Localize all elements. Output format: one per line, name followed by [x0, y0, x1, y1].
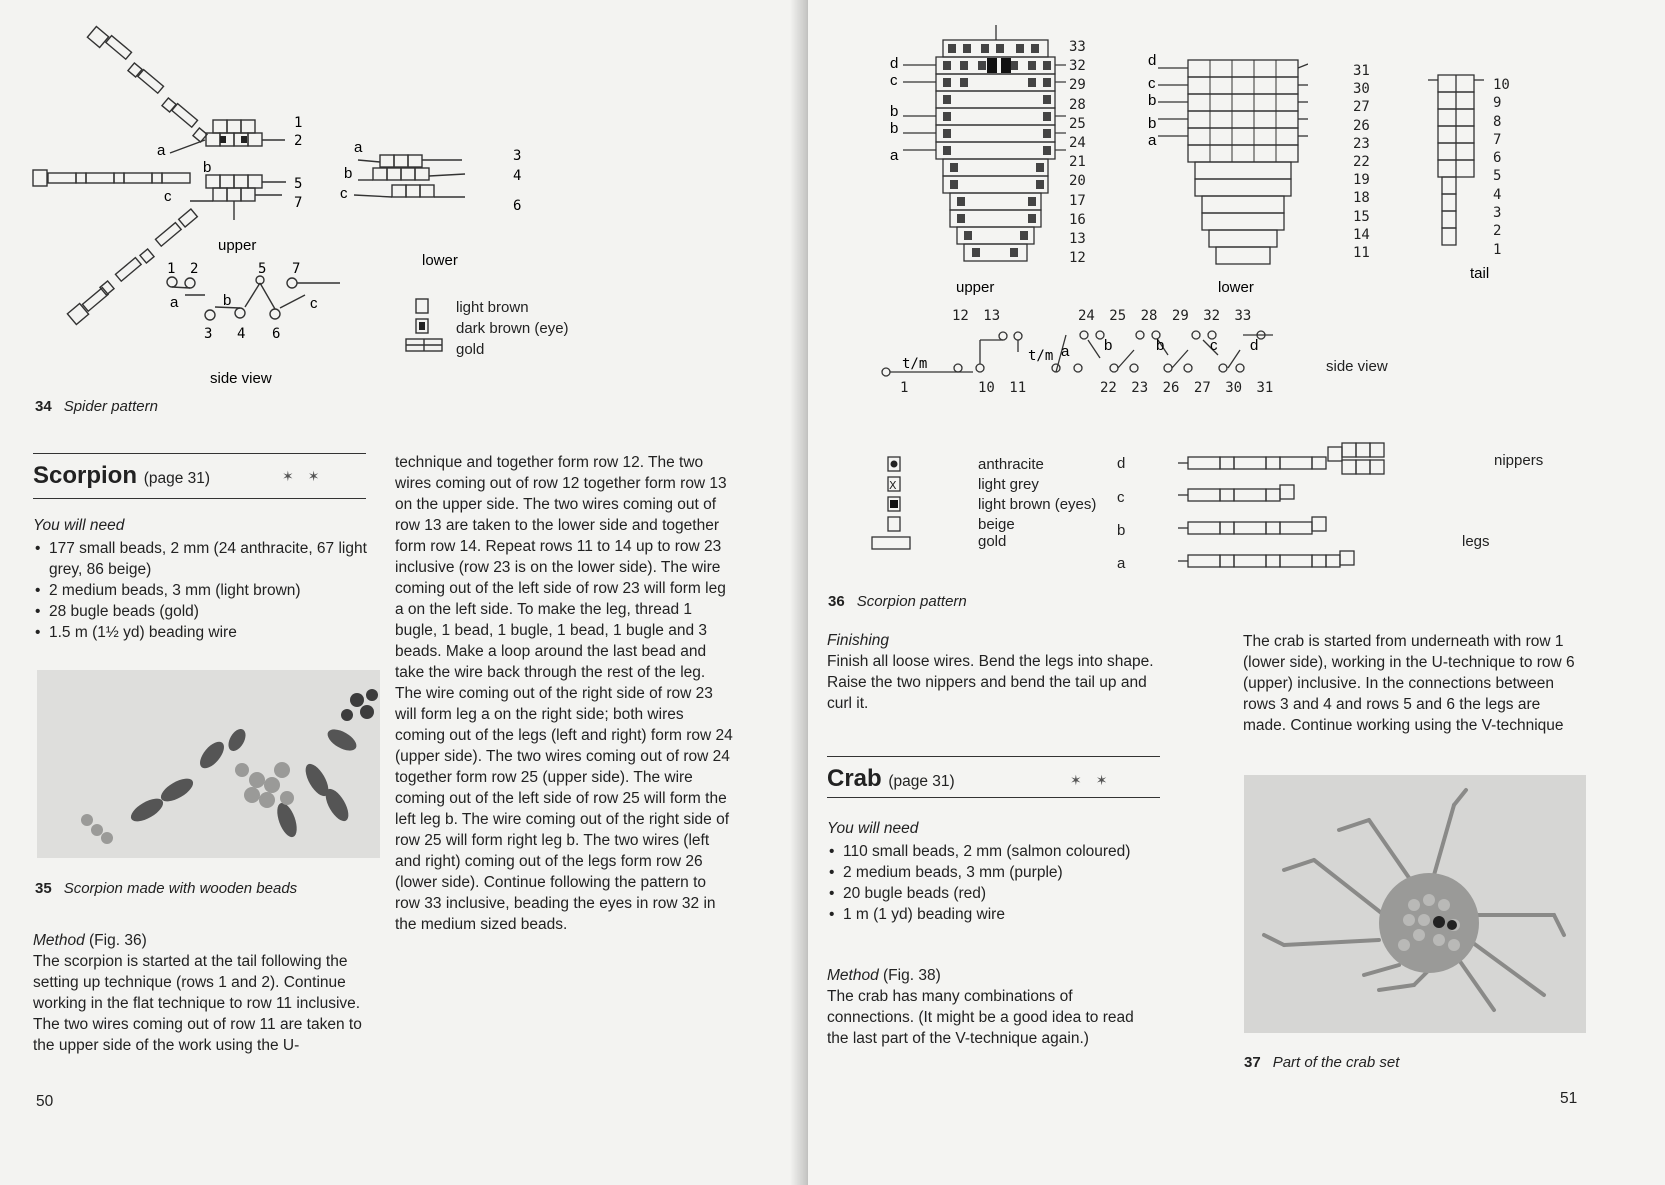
upper-row: 25 — [1069, 115, 1086, 132]
side-view-top-numbers — [952, 308, 1000, 324]
list-item: • 20 bugle beads (red) — [827, 883, 1147, 904]
spider-sv-2: 2 — [190, 261, 199, 277]
legend-beige: beige — [978, 516, 1015, 533]
crab-materials-list — [827, 841, 1147, 925]
side-view-d: d — [1250, 337, 1259, 354]
lower-row: 23 — [1353, 135, 1370, 152]
lower-letter-b1: b — [1148, 92, 1157, 109]
legend-dark-brown: dark brown (eye) — [456, 320, 569, 337]
spider-sv-5: 5 — [258, 261, 267, 277]
sv-top-13: 13 — [983, 308, 1001, 324]
lower-label-b: b — [344, 165, 353, 182]
spider-lower-diagram — [340, 140, 560, 270]
tail-row: 10 — [1493, 77, 1510, 93]
lower-letter-b2: b — [1148, 115, 1157, 132]
spider-row-5: 5 — [294, 176, 303, 192]
spider-sv-4: 4 — [237, 326, 246, 342]
lower-row: 31 — [1353, 63, 1370, 79]
scorpion-method — [33, 930, 378, 1056]
difficulty-icons: ✶✶ — [282, 468, 334, 484]
figure-36-text: Scorpion pattern — [856, 593, 967, 610]
lower-row: 30 — [1353, 81, 1370, 98]
lower-label: lower — [422, 252, 458, 269]
list-item: • 2 medium beads, 3 mm (light brown) — [33, 580, 373, 601]
crab-method — [827, 965, 1157, 1049]
legs-d: d — [1117, 455, 1126, 472]
legs-b: b — [1117, 522, 1126, 539]
scorpion-title — [33, 462, 210, 490]
finishing-section — [827, 630, 1157, 714]
side-view-top-numbers-2 — [1078, 308, 1251, 324]
tail-row: 5 — [1493, 168, 1502, 185]
crab-page-ref: (page 31) — [888, 773, 955, 790]
legend-light-grey: light grey — [978, 476, 1039, 493]
spider-pattern-diagram — [30, 25, 380, 395]
spider-sv-c: c — [310, 295, 318, 312]
spider-row-2: 2 — [294, 133, 303, 149]
list-item: • 1.5 m (1½ yd) beading wire — [33, 622, 373, 643]
legs-a: a — [1117, 555, 1126, 572]
lower-row: 22 — [1353, 154, 1370, 171]
sv-top-12: 12 — [952, 308, 969, 324]
scorpion-legend-swatches — [868, 455, 918, 555]
scorpion-upper-diagram — [888, 20, 1088, 300]
tail-label: tail — [1470, 265, 1490, 282]
sv-top-29: 29 — [1171, 308, 1189, 324]
scorpion-legs-nippers-diagram — [1178, 435, 1508, 575]
list-item: • 28 bugle beads (gold) — [33, 601, 373, 622]
tail-row-numbers — [1493, 76, 1510, 259]
side-view-tm-2: t/m — [1028, 348, 1054, 364]
figure-36-number: 36 — [828, 593, 845, 610]
side-view-b1: b — [1104, 337, 1113, 354]
spider-row-1: 1 — [294, 115, 303, 131]
side-view-bottom-numbers — [978, 380, 1026, 396]
crab-title — [827, 765, 955, 793]
left-page — [0, 0, 808, 1185]
crab-method-ref: (Fig. 38) — [883, 967, 941, 984]
lower-row: 26 — [1353, 117, 1370, 134]
legs-c: c — [1117, 489, 1125, 506]
side-view-bottom-numbers-2 — [1100, 380, 1273, 396]
spider-sv-7: 7 — [292, 261, 301, 277]
side-view-a: a — [1061, 343, 1070, 360]
scorpion-materials-list — [33, 538, 373, 643]
right-page — [808, 0, 1665, 1185]
upper-row: 21 — [1069, 154, 1086, 171]
legs-label: legs — [1462, 533, 1490, 550]
crab-method-heading: Method — [827, 967, 879, 984]
tail-row: 7 — [1493, 131, 1502, 148]
legend-gold-2: gold — [978, 533, 1007, 550]
figure-35-text: Scorpion made with wooden beads — [63, 880, 298, 897]
sv-bottom-31: 31 — [1256, 380, 1274, 396]
legend-light-brown-eyes: light brown (eyes) — [978, 496, 1097, 513]
sv-bottom-1: 1 — [900, 380, 909, 396]
list-item: • 177 small beads, 2 mm (24 anthracite, 67 light grey, 86 beige) — [33, 538, 373, 580]
spider-label-c: c — [164, 188, 172, 205]
figure-37-number: 37 — [1244, 1054, 1261, 1071]
sv-top-25: 25 — [1109, 308, 1127, 324]
upper-row: 13 — [1069, 231, 1086, 248]
spider-sv-1: 1 — [167, 261, 176, 277]
tail-row: 8 — [1493, 113, 1502, 130]
upper-row: 16 — [1069, 211, 1086, 228]
sv-top-33: 33 — [1234, 308, 1252, 324]
spider-legend-swatches — [404, 297, 444, 362]
lower-letter-d: d — [1148, 52, 1157, 69]
spider-sv-b: b — [223, 292, 232, 309]
tail-row: 3 — [1493, 205, 1502, 222]
spider-label-a: a — [157, 142, 166, 159]
scorpion-column-2: technique and together form row 12. The two wires coming out of row 12 together form row 13 on the upper side. The two wires coming out of row 13 are taken to the lower side and together form row 14. Repeat rows 11 to 14 up to row 23 inclusive (row 23 is on the lower side). The wire coming out of the left side of row 23 will form leg a on the left side. To make the leg, thread 1 bugle, 1 bead, 1 bugle, 1 bead, 1 bugle and 3 beads. Make a loop around the last bead and take the wire back through the rest of the leg. The wire coming out of the right side of row 23 will form leg a on the right side; both wires coming out of the legs (left and right) form row 24 (upper side). The two wires coming out of row 24 together form row 25 (upper side). The wire coming out of the left side of row 25 will form the left leg b. The wire coming out of the right side of row 25 will form right leg b. The two wires (left and right) coming out of the legs form row 26 (lower side). Continue following the pattern to row 33 inclusive, beading the eyes in row 32 in the medium sized beads. — [395, 454, 733, 933]
upper-label: upper — [956, 279, 995, 296]
spider-label-b: b — [203, 159, 212, 176]
upper-row-numbers — [1069, 38, 1086, 268]
lower-letter-a: a — [1148, 132, 1157, 149]
sv-top-32: 32 — [1203, 308, 1221, 324]
lower-row: 27 — [1353, 99, 1370, 116]
tail-row: 4 — [1493, 186, 1502, 203]
sv-bottom-22: 22 — [1100, 380, 1117, 396]
legend-anthracite: anthracite — [978, 456, 1044, 473]
upper-row: 33 — [1069, 39, 1086, 55]
upper-letter-d: d — [890, 55, 899, 72]
finishing-text: Finish all loose wires. Bend the legs into shape. Raise the two nippers and bend the tail up and curl it. — [827, 653, 1154, 712]
tail-row: 6 — [1493, 150, 1502, 167]
side-view-tm-1: t/m — [902, 356, 928, 372]
scorpion-you-will-need: You will need — [33, 517, 125, 534]
lower-row: 19 — [1353, 172, 1370, 189]
side-view-b2: b — [1156, 337, 1165, 354]
upper-row: 32 — [1069, 58, 1086, 75]
upper-letter-a: a — [890, 147, 899, 164]
scorpion-title-text: Scorpion — [33, 462, 138, 489]
crab-difficulty-icons: ✶✶ — [1070, 772, 1122, 788]
upper-letter-b2: b — [890, 120, 899, 137]
lower-row-3: 3 — [513, 148, 522, 164]
scorpion-lower-diagram — [1148, 50, 1308, 300]
sv-bottom-26: 26 — [1162, 380, 1180, 396]
lower-row-6: 6 — [513, 198, 522, 214]
lower-row: 11 — [1353, 245, 1370, 262]
page-number-right: 51 — [1560, 1090, 1578, 1107]
spider-upper-label: upper — [218, 237, 257, 254]
nippers-label: nippers — [1494, 452, 1544, 469]
sv-bottom-30: 30 — [1225, 380, 1243, 396]
scorpion-photo — [37, 670, 380, 858]
legend-gold: gold — [456, 341, 485, 358]
scorpion-method-text: The scorpion is started at the tail following the setting up technique (rows 1 and 2). Continue working in the flat technique to row 11 inclusive. The two wires coming out of row 11 are taken to the upper side of the work using the U- — [33, 953, 362, 1054]
scorpion-side-view-label: side view — [1326, 358, 1388, 375]
upper-row: 20 — [1069, 173, 1086, 190]
upper-row: 17 — [1069, 192, 1086, 209]
sv-bottom-27: 27 — [1193, 380, 1211, 396]
legend-light-brown: light brown — [456, 299, 529, 316]
figure-36-caption — [828, 593, 967, 610]
lower-row: 15 — [1353, 208, 1370, 225]
lower-label-a: a — [354, 140, 363, 156]
sv-top-24: 24 — [1078, 308, 1095, 324]
sv-bottom-23: 23 — [1131, 380, 1149, 396]
upper-row: 29 — [1069, 77, 1086, 94]
figure-34-caption — [35, 398, 158, 415]
spider-side-view-label: side view — [210, 370, 272, 387]
list-item: • 110 small beads, 2 mm (salmon coloured) — [827, 841, 1147, 862]
sv-bottom-11: 11 — [1009, 380, 1027, 396]
crab-rule-top — [827, 756, 1160, 757]
crab-column-2: The crab is started from underneath with row 1 (lower side), working in the U-technique to row 6 (upper) inclusive. In the connections between rows 3 and 4 and rows 5 and 6 the legs are made. Continue working using the V-technique — [1243, 633, 1575, 734]
figure-34-text: Spider pattern — [63, 398, 158, 415]
figure-34-number: 34 — [35, 398, 52, 415]
spider-row-7: 7 — [294, 195, 303, 211]
lower-letter-c: c — [1148, 75, 1156, 92]
crab-rule-bottom — [827, 797, 1160, 798]
upper-row: 12 — [1069, 250, 1086, 267]
figure-35-number: 35 — [35, 880, 52, 897]
upper-row: 24 — [1069, 135, 1086, 152]
list-item: • 2 medium beads, 3 mm (purple) — [827, 862, 1147, 883]
lower-row-4: 4 — [513, 168, 522, 184]
lower-row: 14 — [1353, 226, 1370, 243]
scorpion-rule-top — [33, 453, 366, 454]
crab-photo — [1244, 775, 1586, 1033]
list-item: • 1 m (1 yd) beading wire — [827, 904, 1147, 925]
sv-bottom-10: 10 — [978, 380, 995, 396]
figure-37-text: Part of the crab set — [1272, 1054, 1400, 1071]
upper-letter-b1: b — [890, 103, 899, 120]
scorpion-rule-bottom — [33, 498, 366, 499]
sv-top-28: 28 — [1140, 308, 1158, 324]
spider-sv-6: 6 — [272, 326, 281, 342]
upper-letter-c: c — [890, 72, 898, 89]
crab-method-text: The crab has many combinations of connections. (It might be a good idea to read the last part of the V-technique again.) — [827, 988, 1134, 1047]
scorpion-page-ref: (page 31) — [143, 470, 211, 487]
spider-sv-a: a — [170, 294, 179, 311]
spider-sv-3: 3 — [204, 326, 213, 342]
scorpion-method-ref: (Fig. 36) — [89, 932, 147, 949]
side-view-c: c — [1210, 337, 1218, 354]
crab-you-will-need: You will need — [827, 820, 919, 837]
figure-37-caption — [1244, 1054, 1399, 1071]
page-number-left: 50 — [36, 1093, 54, 1110]
figure-35-caption — [35, 880, 297, 897]
crab-title-text: Crab — [827, 765, 882, 792]
tail-row: 9 — [1493, 95, 1502, 112]
finishing-heading: Finishing — [827, 632, 890, 649]
lower-label-c: c — [340, 185, 348, 202]
lower-row-numbers — [1353, 62, 1370, 262]
tail-row: 2 — [1493, 223, 1502, 240]
lower-row: 18 — [1353, 190, 1370, 207]
svg-text:X: X — [889, 479, 897, 492]
tail-row: 1 — [1493, 241, 1502, 258]
lower-label: lower — [1218, 279, 1254, 296]
upper-row: 28 — [1069, 96, 1086, 113]
scorpion-method-heading: Method — [33, 932, 85, 949]
